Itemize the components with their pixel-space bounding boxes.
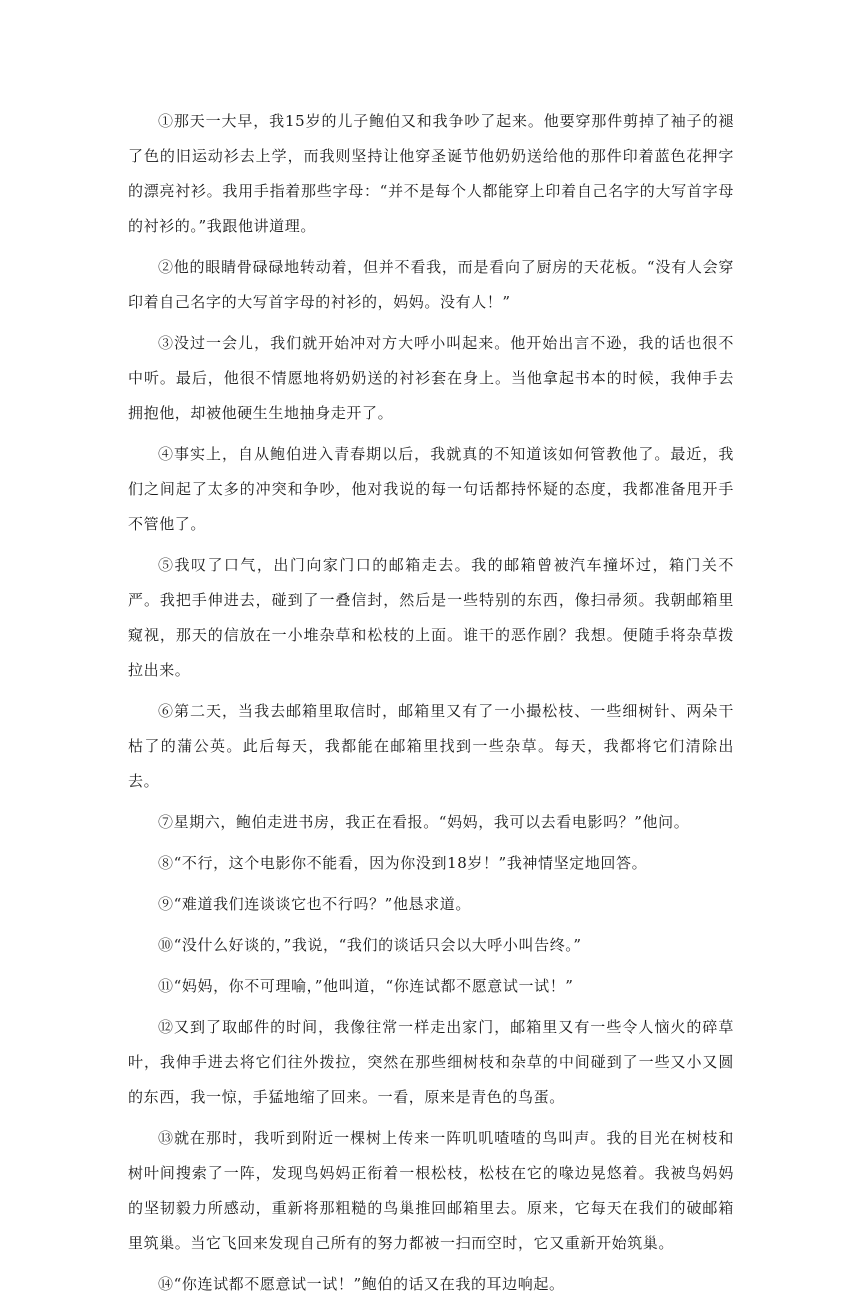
paragraph-2: ②他的眼睛骨碌碌地转动着，但并不看我，而是看向了厨房的天花板。“没有人会穿印着自己名字的大写首字母的衬衫的，妈妈。没有人！” <box>128 258 734 311</box>
paragraph-10: ⑩“没什么好谈的，”我说，“我们的谈话只会以大呼小叫告终。” <box>158 936 582 954</box>
paragraph-7: ⑦星期六，鲍伯走进书房，我正在看报。“妈妈，我可以去看电影吗？”他问。 <box>158 813 690 831</box>
paragraph-13: ⑬就在那时，我听到附近一棵树上传来一阵叽叽喳喳的鸟叫声。我的目光在树枝和树叶间搜索了一阵，发现鸟妈妈正衔着一根松枝，松枝在它的喙边晃悠着。我被鸟妈妈的坚韧毅力所感动，重新将那粗糙的鸟巢推回邮箱里去。原来，它每天在我们的破邮箱里筑巢。当它飞回来发现自己所有的努力都被一扫而空时，它又重新开始筑巢。 <box>128 1129 734 1252</box>
paragraph-11: ⑪“妈妈，你不可理喻，”他叫道，“你连试都不愿意试一试！” <box>158 977 574 995</box>
paragraph-12: ⑫又到了取邮件的时间，我像往常一样走出家门，邮箱里又有一些令人恼火的碎草叶，我伸手进去将它们往外拨拉，突然在那些细树枝和杂草的中间碰到了一些又小又圆的东西，我一惊，手猛地缩了回来。一看，原来是青色的鸟蛋。 <box>128 1018 734 1106</box>
paragraph-3: ③没过一会儿，我们就开始冲对方大呼小叫起来。他开始出言不逊，我的话也很不中听。最后，他很不情愿地将奶奶送的衬衫套在身上。当他拿起书本的时候，我伸手去拥抱他，却被他硬生生地抽身走开了。 <box>128 334 734 422</box>
document-body <box>128 104 734 1308</box>
paragraph-9: ⑨“难道我们连谈谈它也不行吗？”他恳求道。 <box>158 895 471 913</box>
paragraph-6: ⑥第二天，当我去邮箱里取信时，邮箱里又有了一小撮松枝、一些细树针、两朵干枯了的蒲公英。此后每天，我都能在邮箱里找到一些杂草。每天，我都将它们清除出去。 <box>128 702 734 790</box>
paragraph-5: ⑤我叹了口气，出门向家门口的邮箱走去。我的邮箱曾被汽车撞坏过，箱门关不严。我把手伸进去，碰到了一叠信封，然后是一些特别的东西，像扫帚须。我朝邮箱里窥视，那天的信放在一小堆杂草和松枝的上面。谁干的恶作剧？我想。便随手将杂草拨拉出来。 <box>128 556 734 679</box>
paragraph-4: ④事实上，自从鲍伯进入青春期以后，我就真的不知道该如何管教他了。最近，我们之间起了太多的冲突和争吵，他对我说的每一句话都持怀疑的态度，我都准备甩开手不管他了。 <box>128 445 734 533</box>
paragraph-14: ⑭“你连试都不愿意试一试！”鲍伯的话又在我的耳边响起。 <box>158 1275 565 1293</box>
paragraph-1: ①那天一大早，我15岁的儿子鲍伯又和我争吵了起来。他要穿那件剪掉了袖子的褪了色的旧运动衫去上学，而我则坚持让他穿圣诞节他奶奶送给他的那件印着蓝色花押字的漂亮衬衫。我用手指着那些字母：“并不是每个人都能穿上印着自己名字的大写首字母的衬衫的。”我跟他讲道理。 <box>128 112 734 235</box>
paragraph-8: ⑧“不行，这个电影你不能看，因为你没到18岁！”我神情坚定地回答。 <box>158 854 648 872</box>
